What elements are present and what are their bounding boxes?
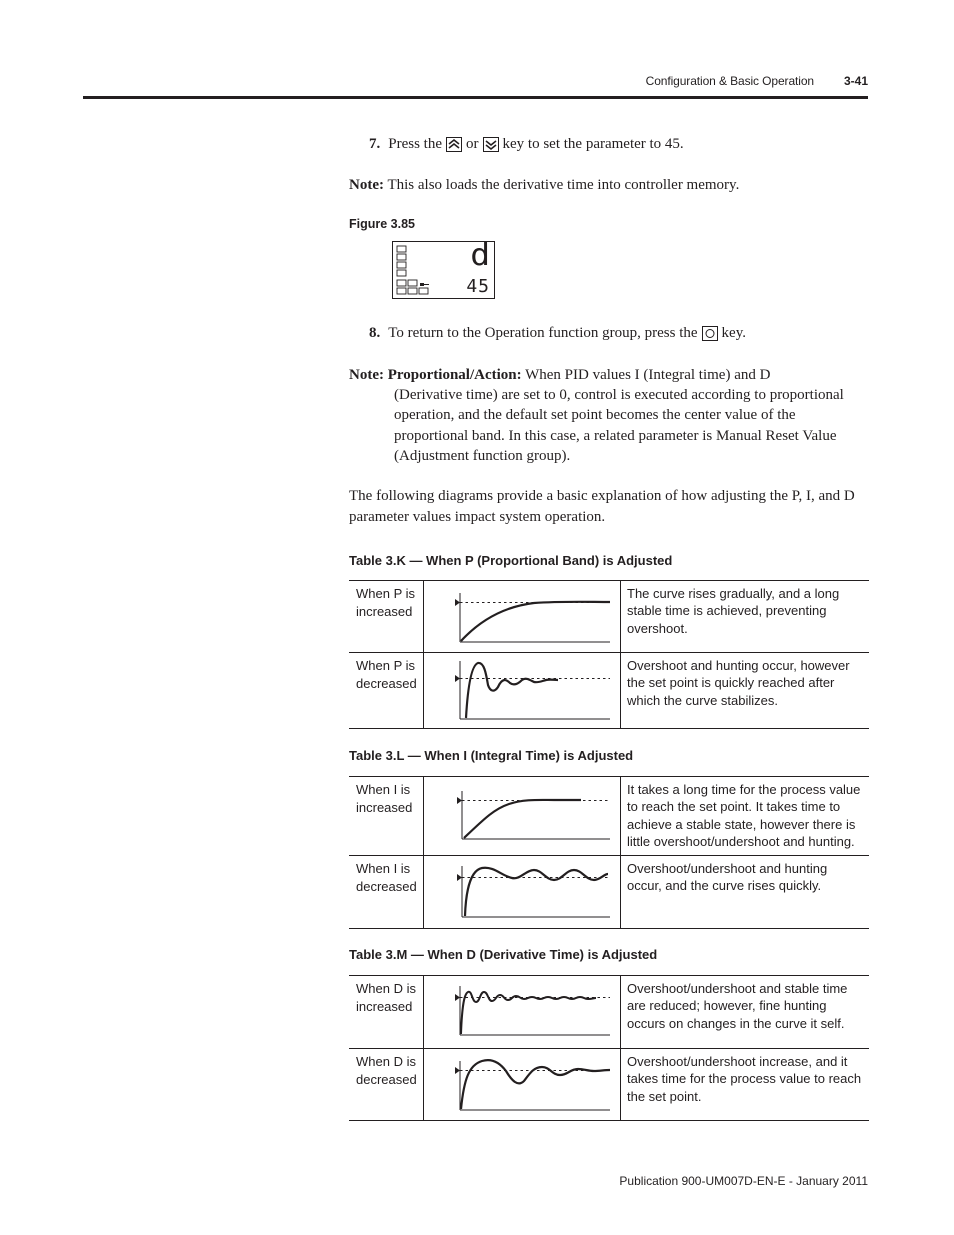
down-key-icon	[483, 137, 499, 152]
description-cell: Overshoot/undershoot and stable time are reduced; however, fine hunting occurs on changes in the curve it self.	[627, 981, 848, 1031]
response-curve-p-increased	[424, 581, 620, 651]
condition-cell: When P is increased	[349, 581, 424, 652]
table-p-adjusted	[349, 580, 869, 729]
description-cell: The curve rises gradually, and a long stable time is achieved, preventing overshoot.	[627, 586, 840, 636]
figure-label: Figure 3.85	[349, 217, 415, 231]
response-curve-cell	[424, 653, 621, 728]
key-lock-icon	[420, 283, 429, 286]
table-caption-p: Table 3.K — When P (Proportional Band) is Adjusted	[349, 553, 673, 568]
up-key-icon	[446, 137, 462, 152]
header-rule	[83, 96, 868, 99]
table-caption-d: Table 3.M — When D (Derivative Time) is Adjusted	[349, 947, 658, 962]
step-text-before: Press the	[388, 136, 442, 152]
response-curve-cell	[424, 777, 621, 855]
note-body: (Derivative time) are set to 0, control is executed according to proportional operation, and the default set point becomes the center value of the proportional band. In this case, a related parameter is Manual Reset Value (Adjustment function group).	[394, 387, 844, 464]
step-text-after: key.	[721, 325, 746, 341]
note-label: Note:	[349, 177, 384, 193]
intro-paragraph: The following diagrams provide a basic explanation of how adjusting the P, I, and D parameter values impact system operation.	[349, 488, 855, 525]
condition-cell: When D is increased	[349, 976, 424, 1048]
step-text-after: key to set the parameter to 45.	[502, 136, 684, 152]
step-7	[369, 136, 684, 153]
step-number: 8.	[369, 325, 381, 341]
note-derivative	[349, 177, 739, 194]
step-text-or: or	[466, 136, 479, 152]
note-proportional-action	[349, 365, 869, 466]
table-row	[349, 976, 869, 1048]
response-curve-cell	[424, 856, 621, 928]
response-curve-d-increased	[424, 976, 620, 1047]
running-header	[646, 74, 868, 88]
response-curve-d-decreased	[424, 1049, 620, 1119]
table-row	[349, 1048, 869, 1120]
condition-cell: When I is increased	[349, 777, 424, 855]
description-cell: Overshoot/undershoot and hunting occur, and the curve rises quickly.	[627, 861, 828, 894]
section-title: Configuration & Basic Operation	[645, 74, 814, 88]
condition-cell: When D is decreased	[349, 1049, 424, 1120]
lcd-value: 45	[466, 276, 490, 297]
step-8	[369, 325, 746, 342]
step-number: 7.	[369, 136, 381, 152]
controller-display-figure	[392, 238, 495, 299]
response-curve-p-decreased	[424, 653, 620, 727]
description-cell: Overshoot/undershoot increase, and it takes time for the process value to reach the set point.	[627, 1054, 862, 1104]
table-row	[349, 581, 869, 652]
response-curve-cell	[424, 581, 621, 652]
condition-cell: When P is decreased	[349, 653, 424, 728]
step-text-before: To return to the Operation function group, press the	[388, 325, 698, 341]
response-curve-i-increased	[424, 777, 620, 854]
page-number: 3-41	[843, 74, 868, 88]
condition-cell: When I is decreased	[349, 856, 424, 928]
table-row	[349, 777, 869, 855]
table-row	[349, 652, 869, 728]
table-i-adjusted	[349, 776, 869, 929]
publication-footer: Publication 900-UM007D-EN-E - January 2011	[619, 1174, 868, 1188]
note-line1: When PID values I (Integral time) and D	[525, 367, 771, 383]
note-label: Note: Proportional/Action:	[349, 367, 522, 383]
description-cell: It takes a long time for the process value to reach the set point. It takes time to achieve a stable state, however there is little overshoot/undershoot and hunting.	[627, 782, 861, 849]
table-d-adjusted	[349, 975, 869, 1121]
description-cell: Overshoot and hunting occur, however the set point is quickly reached after which the curve stabilizes.	[627, 658, 850, 708]
response-curve-i-decreased	[424, 856, 620, 927]
note-text: This also loads the derivative time into controller memory.	[387, 177, 740, 193]
mode-key-icon	[702, 326, 718, 341]
response-curve-cell	[424, 976, 621, 1048]
lcd-parameter: d	[470, 238, 490, 273]
table-row	[349, 855, 869, 928]
table-caption-i: Table 3.L — When I (Integral Time) is Adjusted	[349, 748, 634, 763]
response-curve-cell	[424, 1049, 621, 1120]
